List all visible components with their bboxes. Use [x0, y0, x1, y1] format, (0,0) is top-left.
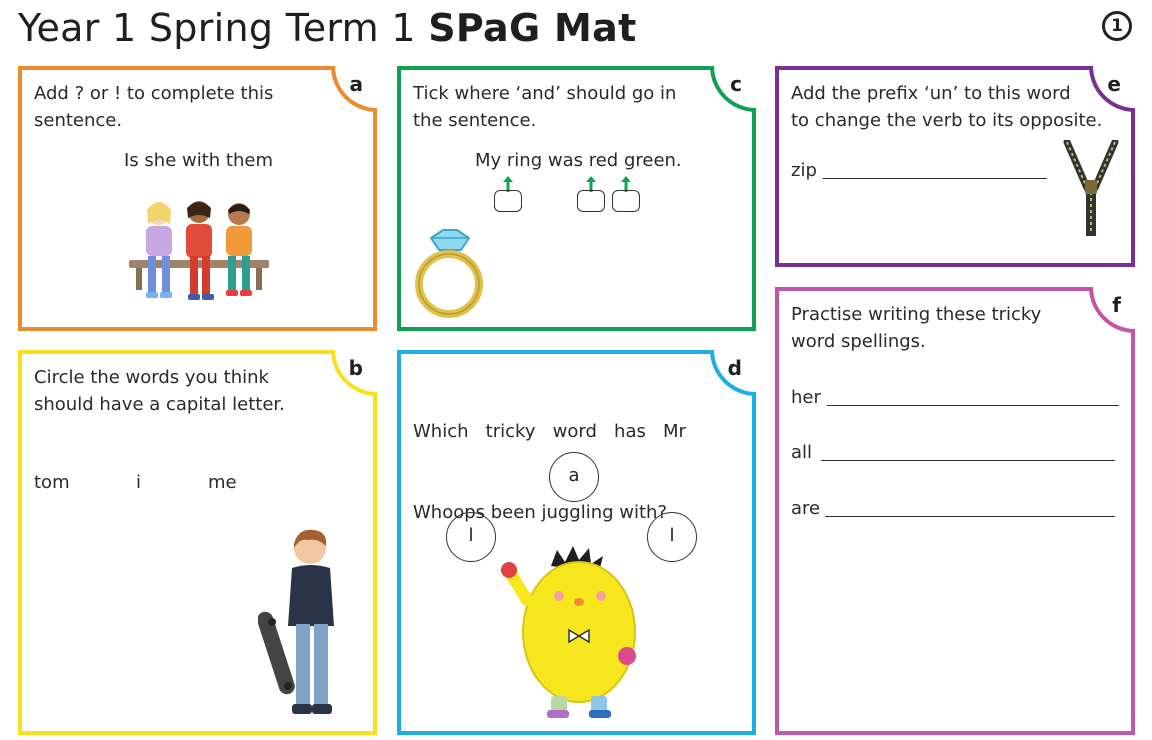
title-regular: Year 1 Spring Term 1 — [18, 6, 416, 50]
spelling-word-her: her — [791, 387, 821, 408]
spelling-word-are: are — [791, 498, 821, 519]
tick-box-1[interactable] — [494, 190, 522, 212]
word-i[interactable]: i — [136, 472, 142, 493]
panel-e — [775, 66, 1135, 267]
panel-a-prompt-line2: sentence. — [34, 110, 123, 131]
panel-f-prompt-line2: word spellings. — [791, 331, 926, 352]
panel-e-prompt — [791, 80, 1102, 134]
panel-a-sentence: Is she with them — [124, 150, 273, 171]
panel-f-prompt — [791, 301, 1041, 355]
panel-c-prompt-line1: Tick where ‘and’ should go in — [413, 83, 677, 104]
children-on-bench-illustration — [124, 194, 274, 314]
answer-line-her[interactable] — [827, 405, 1119, 406]
juggling-letter-top: a — [549, 452, 599, 502]
boy-with-skateboard-illustration — [258, 526, 348, 722]
title-bold: SPaG Mat — [428, 6, 637, 50]
panel-f-prompt-line1: Practise writing these tricky — [791, 304, 1042, 325]
page-number-badge: 1 — [1102, 11, 1132, 41]
tick-box-2[interactable] — [577, 190, 605, 212]
zip-illustration — [1063, 140, 1119, 240]
panel-c-prompt-line2: the sentence. — [413, 110, 537, 131]
panel-f — [775, 287, 1135, 735]
panel-c-letter: c — [730, 72, 742, 96]
answer-line-all[interactable] — [821, 460, 1115, 461]
juggling-letter-left: l — [446, 512, 496, 562]
word-tom[interactable]: tom — [34, 472, 70, 493]
ring-illustration — [413, 228, 485, 318]
answer-line-zip[interactable] — [823, 178, 1047, 179]
panel-b-letter: b — [348, 356, 363, 380]
spelling-word-all: all — [791, 442, 813, 463]
answer-line-are[interactable] — [825, 516, 1115, 517]
panel-a — [18, 66, 377, 331]
panel-b-prompt-line2: should have a capital letter. — [34, 394, 285, 415]
panel-c-sentence: My ring was red green. — [475, 150, 682, 171]
panel-e-word: zip — [791, 160, 817, 181]
panel-d-prompt-line1: Which tricky word has Mr — [413, 421, 686, 442]
page-title — [18, 6, 637, 50]
juggling-letter-right: l — [647, 512, 697, 562]
panel-f-letter: f — [1112, 293, 1121, 317]
tick-box-3[interactable] — [612, 190, 640, 212]
word-me[interactable]: me — [208, 472, 237, 493]
panel-d — [397, 350, 756, 735]
panel-a-prompt-line1: Add ? or ! to complete this — [34, 83, 274, 104]
panel-a-prompt — [34, 80, 273, 134]
panel-c — [397, 66, 756, 331]
panel-d-letter: d — [727, 356, 742, 380]
panel-e-prompt-line2: to change the verb to its opposite. — [791, 110, 1103, 131]
mr-whoops-illustration — [499, 544, 659, 720]
panel-b — [18, 350, 377, 735]
panel-b-prompt — [34, 364, 285, 418]
panel-a-letter: a — [349, 72, 363, 96]
panel-d-prompt-line2: Whoops been juggling with? — [413, 502, 668, 523]
panel-e-letter: e — [1107, 72, 1121, 96]
panel-c-prompt — [413, 80, 676, 134]
panel-e-prompt-line1: Add the prefix ‘un’ to this word — [791, 83, 1071, 104]
panel-b-prompt-line1: Circle the words you think — [34, 367, 269, 388]
